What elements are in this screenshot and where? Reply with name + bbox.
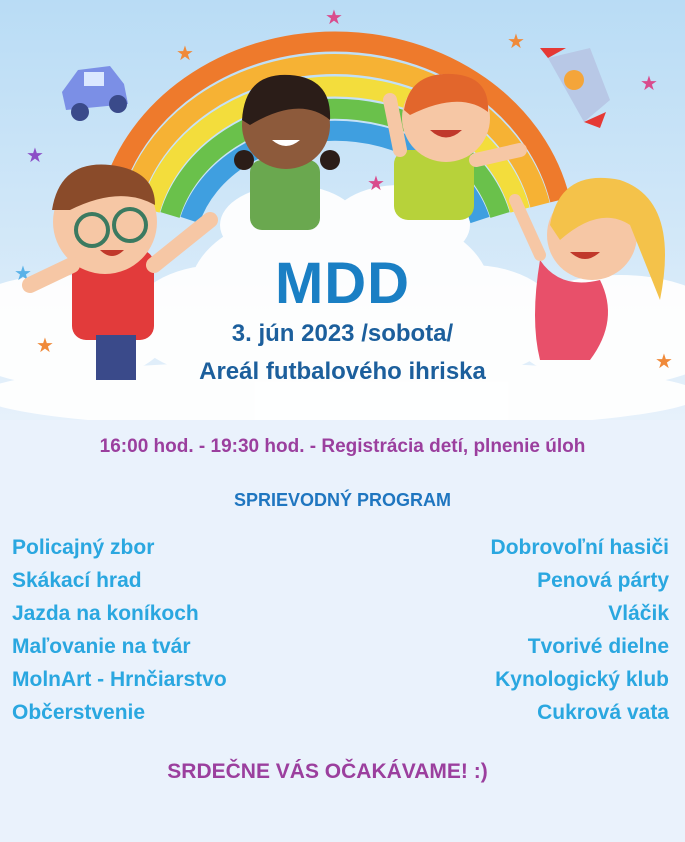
svg-text:★: ★ bbox=[640, 71, 658, 95]
svg-text:★: ★ bbox=[655, 349, 673, 373]
program-item: Kynologický klub bbox=[495, 668, 669, 691]
program-item: Tvorivé dielne bbox=[527, 635, 669, 658]
program-left-column bbox=[12, 534, 227, 732]
program-right-column bbox=[491, 534, 669, 732]
program-item: Maľovanie na tvár bbox=[12, 635, 191, 658]
svg-text:★: ★ bbox=[507, 29, 525, 53]
program-item: Penová párty bbox=[537, 569, 669, 592]
program-item: Občerstvenie bbox=[12, 701, 146, 724]
program-item: Policajný zbor bbox=[12, 536, 155, 559]
event-place: Areál futbalového ihriska bbox=[199, 358, 486, 385]
registration-info: 16:00 hod. - 19:30 hod. - Registrácia detí, plnenie úloh bbox=[99, 436, 586, 457]
svg-text:★: ★ bbox=[36, 333, 54, 357]
event-date: 3. jún 2023 /sobota/ bbox=[231, 320, 454, 347]
program-item: Vláčik bbox=[608, 602, 669, 625]
program-item: MolnArt - Hrnčiarstvo bbox=[12, 668, 227, 691]
header-illustration bbox=[0, 0, 685, 420]
program-item: Skákací hrad bbox=[12, 569, 142, 592]
program-item: Dobrovoľní hasiči bbox=[490, 536, 669, 559]
program-item: Jazda na koníkoch bbox=[12, 602, 199, 625]
svg-text:★: ★ bbox=[176, 41, 194, 65]
program-item: Cukrová vata bbox=[537, 701, 669, 724]
svg-text:★: ★ bbox=[26, 143, 44, 167]
svg-text:★: ★ bbox=[325, 5, 343, 29]
svg-text:★: ★ bbox=[367, 171, 385, 195]
footer-invitation: SRDEČNE VÁS OČAKÁVAME! :) bbox=[167, 760, 488, 783]
program-heading: SPRIEVODNÝ PROGRAM bbox=[233, 490, 452, 510]
event-title: MDD bbox=[274, 251, 411, 316]
svg-text:★: ★ bbox=[14, 261, 32, 285]
